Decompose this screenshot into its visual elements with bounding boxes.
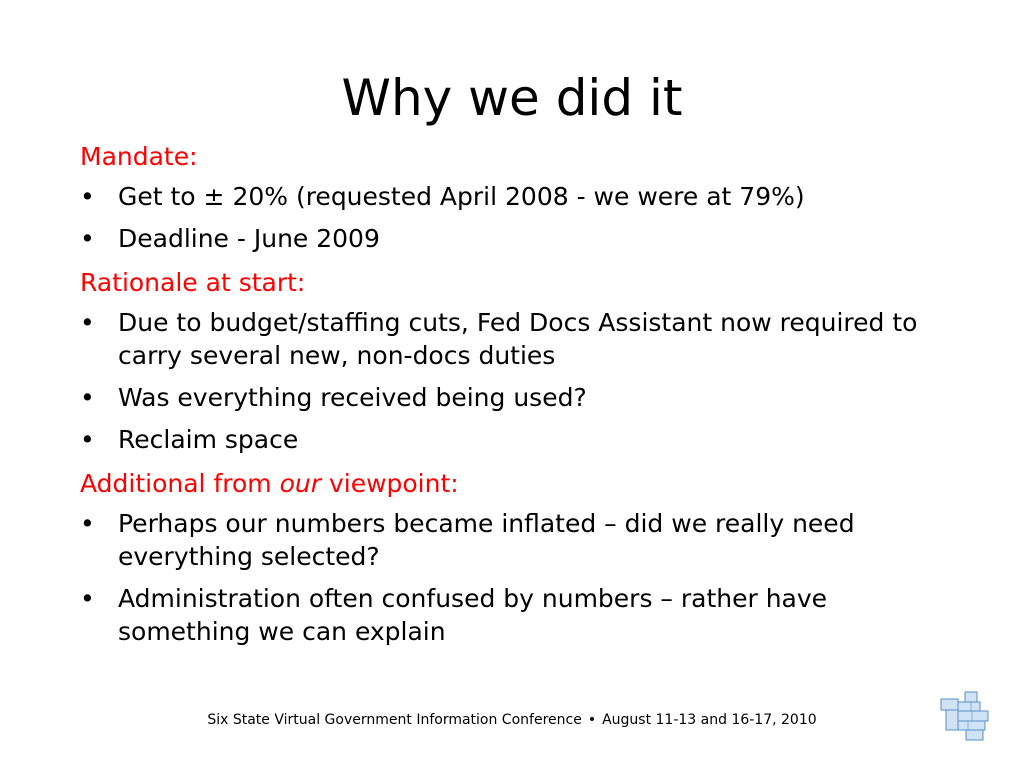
slide-footer — [120, 708, 904, 732]
bullet-text: Deadline - June 2009 — [118, 224, 380, 253]
bullet-text: Administration often confused by numbers – rather have something we can explain — [118, 584, 828, 646]
bullet-icon: • — [80, 224, 95, 253]
list-item — [80, 222, 960, 255]
section-heading-mandate: Mandate: — [80, 142, 198, 171]
list-item — [80, 423, 960, 456]
bullet-text: Perhaps our numbers became inflated – did we really need everything selected? — [118, 509, 855, 571]
heading-text-emphasis: our — [279, 469, 321, 498]
list-item — [80, 582, 960, 648]
six-state-map-logo-icon — [938, 690, 994, 742]
list-item — [80, 180, 960, 213]
bullet-text: Due to budget/staffing cuts, Fed Docs Assistant now required to carry several new, non-docs duties — [118, 308, 918, 370]
list-item — [80, 306, 960, 372]
bullet-icon: • — [80, 425, 95, 454]
bullet-icon: • — [80, 383, 95, 412]
bullet-icon: • — [80, 182, 95, 211]
heading-text-before: Additional from — [80, 469, 280, 498]
bullet-text: Reclaim space — [118, 425, 299, 454]
footer-dates: August 11-13 and 16-17, 2010 — [602, 712, 817, 728]
footer-conference: Six State Virtual Government Information Conference — [207, 712, 582, 728]
heading-text-after: viewpoint: — [321, 469, 459, 498]
footer-separator-icon: • — [587, 712, 597, 728]
slide-title: Why we did it — [341, 69, 683, 127]
bullet-text: Get to ± 20% (requested April 2008 - we were at 79%) — [118, 182, 805, 211]
list-item — [80, 381, 960, 414]
bullet-text: Was everything received being used? — [118, 383, 587, 412]
bullet-icon: • — [80, 308, 95, 337]
list-item — [80, 507, 960, 573]
section-heading-rationale: Rationale at start: — [80, 268, 306, 297]
bullet-icon: • — [80, 584, 95, 613]
section-heading-additional — [80, 465, 960, 503]
bullet-icon: • — [80, 509, 95, 538]
slide-content — [80, 138, 960, 657]
